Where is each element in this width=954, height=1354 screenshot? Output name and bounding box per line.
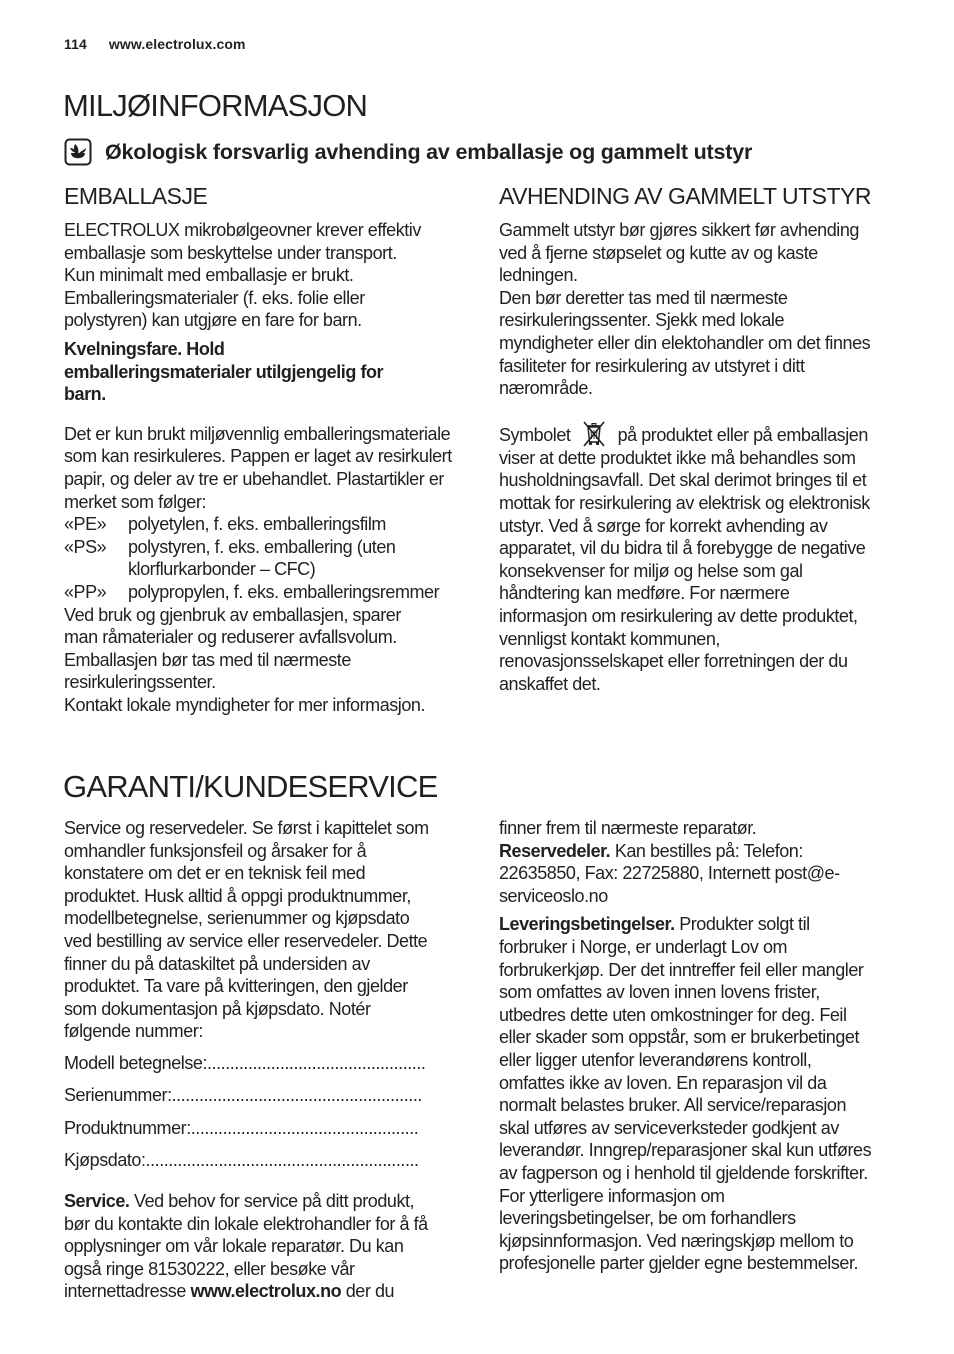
disposal-line: nærområde. [499,378,593,399]
symbol-text-before: Symbolet [499,424,571,445]
delivery-line: kjøpsinnformasjon. Ved næringskjøp mellom to [499,1230,854,1251]
disposal-line: informasjon om resirkulering av dette produktet, [499,605,858,626]
packaging-body-line: papir, og deler av tre er ubehandlet. Plastartikler er [64,468,444,489]
page-number: 114 [64,36,87,52]
disposal-column [499,182,911,695]
serial-number-field: Serienummer:....................................................... [64,1085,422,1106]
abbreviation-text: polystyren, f. eks. emballering (uten [128,536,396,557]
warranty-intro-line: som dokumentasjon på kjøpsdato. Notér [64,998,371,1019]
disposal-line: renovasjonsselskapet eller forretningen der du [499,651,848,672]
delivery-line: normalt belastes bruker. All service/reparasjon [499,1095,847,1116]
delivery-line: som omfattes av loven innen lovens frister, [499,982,820,1003]
disposal-line: Den bør deretter tas med til nærmeste [499,287,788,308]
eco-leaf-icon [64,138,92,166]
warranty-intro-line: ved bestilling av service eller reservedeler. Dette [64,930,428,951]
warranty-left-column [64,817,474,1303]
warranty-intro-line: Service og reservedeler. Se først i kapittelet som [64,818,429,838]
delivery-line: eller skader som oppstår, som er brukerbetinget [499,1027,860,1048]
packaging-outro-line: Ved bruk og gjenbruk av emballasjen, sparer [64,604,401,625]
abbreviation-text: polyetylen, f. eks. emballeringsfilm [128,514,386,535]
service-line: også ringe 81530222, eller besøke vår [64,1258,355,1279]
warranty-intro-line: produktet. Husk alltid å oppgi produktnummer, [64,885,411,906]
packaging-intro-line: Emballeringsmaterialer (f. eks. folie eller [64,287,365,308]
eco-heading-row [64,135,752,169]
packaging-intro-line: polystyren) kan utgjøre en fare for barn. [64,310,362,331]
packaging-intro-line: Kun minimalt med emballasje er brukt. [64,265,354,286]
parts-line [499,840,911,863]
symbol-text-after: på produktet eller på emballasjen [617,424,868,445]
delivery-line: av fagperson og i henhold til gjeldende forskrifter. [499,1162,868,1183]
disposal-line: Gammelt utstyr bør gjøres sikkert før avhending [499,220,859,240]
service-continued: finner frem til nærmeste reparatør. [499,818,757,838]
delivery-text: Produkter solgt til [679,914,810,935]
delivery-line [499,913,911,936]
packaging-intro-line: emballasje som beskyttelse under transport. [64,242,397,263]
disposal-line: konsekvenser for miljø og helse som gal [499,560,803,581]
eco-heading: Økologisk forsvarlig avhending av emballasje og gammelt utstyr [105,139,753,164]
packaging-outro-line: resirkuleringssenter. [64,672,216,693]
disposal-line: ledningen. [499,265,578,286]
disposal-line: anskaffet det. [499,673,601,694]
service-line: bør du kontakte din lokale elektrohandler for å få [64,1213,428,1234]
warranty-intro-line: finner du på dataskiltet på undersiden av [64,953,370,974]
disposal-line: husholdningsavfall. Det skal derimot bringes til et [499,470,867,491]
abbreviation-text: polypropylen, f. eks. emballeringsremmer [128,581,440,602]
service-text: der du [345,1281,395,1302]
packaging-body-line: som kan resirkuleres. Pappen er laget av resirkulert [64,446,452,467]
page-header [64,36,246,52]
disposal-line: resirkuleringssenter. Sjekk med lokale [499,310,785,331]
warranty-title: GARANTI/KUNDESERVICE [63,769,438,804]
crossed-out-wheelie-bin-icon [579,421,609,447]
packaging-body-line: merket som følger: [64,491,206,512]
warranty-intro-line: produktet. Ta vare på kvitteringen, den gjelder [64,976,408,997]
abbreviation-pp [64,581,474,604]
abbreviation-code: «PP» [64,581,107,602]
packaging-body-line: Det er kun brukt miljøvennlig emballeringsmateriale [64,423,451,444]
model-designation-field: Modell betegnelse:................................................ [64,1052,426,1073]
packaging-intro-line: ELECTROLUX mikrobølgeovner krever effektiv [64,220,421,240]
packaging-outro-line: Kontakt lokale myndigheter for mer informasjon. [64,694,426,715]
warranty-intro-line: følgende nummer: [64,1021,203,1042]
abbreviation-code: «PS» [64,536,107,557]
packaging-outro-line: man råmaterialer og reduserer avfallsvolum. [64,627,397,648]
abbreviation-code: «PE» [64,514,107,535]
symbol-line [499,421,911,447]
delivery-label: Leveringsbetingelser. [499,914,675,935]
service-line: opplysninger om vår lokale reparatør. Du kan [64,1236,404,1257]
delivery-line: leveringsbetingelser, be om forhandlers [499,1208,796,1229]
product-number-field: Produktnummer:.................................................. [64,1117,419,1138]
warranty-right-column [499,817,911,1275]
abbreviation-text: klorflurkarbonder – CFC) [128,559,316,580]
delivery-line: For ytterligere informasjon om [499,1185,725,1206]
purchase-date-field: Kjøpsdato:............................................................ [64,1149,419,1170]
disposal-line: vennligst kontakt kommunen, [499,628,720,649]
disposal-line: myndigheter eller din elektohandler om det finnes [499,332,871,353]
service-url: www.electrolux.no [190,1281,342,1302]
packaging-heading: EMBALLASJE [64,183,208,209]
delivery-line: leverandør. Inngrep/reparasjoner skal kun utføres [499,1140,872,1161]
disposal-line: håndtering kan medføre. For nærmere [499,583,790,604]
suffocation-warning-line: Kvelningsfare. Hold [64,338,225,359]
suffocation-warning-line: emballeringsmaterialer utilgjengelig for [64,361,384,382]
disposal-line: ved å fjerne støpselet og kutte av og kaste [499,242,818,263]
abbreviation-ps [64,536,474,581]
disposal-line: mottak for resirkulering av elektrisk og elektronisk [499,492,870,513]
suffocation-warning-line: barn. [64,384,106,405]
packaging-column [64,182,474,716]
disposal-line: apparatet, vil du bidra til å forebygge de negative [499,538,866,559]
parts-label: Reservedeler. [499,840,611,861]
service-line [64,1280,474,1303]
environment-title: MILJØINFORMASJON [63,88,368,123]
disposal-line: fasiliteter for resirkulering av utstyret i ditt [499,355,805,376]
warranty-intro-line: omhandler funksjonsfeil og årsaker for å [64,840,367,861]
service-text: Ved behov for service på ditt produkt, [134,1191,415,1212]
parts-text: Kan bestilles på: Telefon: [614,840,803,861]
delivery-line: skal utføres av serviceverksteder godkjent av [499,1117,839,1138]
parts-line: serviceoslo.no [499,885,608,906]
delivery-line: eller ligger utenfor leverandørens kontroll, [499,1049,812,1070]
service-label: Service. [64,1191,130,1212]
disposal-heading: AVHENDING AV GAMMELT UTSTYR [499,183,872,209]
service-line [64,1190,474,1213]
delivery-line: forbrukerkjøp. Der det inntreffer feil eller mangler [499,959,864,980]
delivery-line: profesjonelle parter gjelder egne bestemmelser. [499,1253,859,1274]
delivery-line: forbruker i Norge, er underlagt Lov om [499,936,788,957]
service-text: internettadresse [64,1281,186,1302]
warranty-intro-line: konstatere om det er en teknisk feil med [64,863,366,884]
delivery-line: utbedres dette uten omkostninger for deg. Feil [499,1004,847,1025]
disposal-line: utstyr. Ved å sørge for korrekt avhending av [499,515,828,536]
packaging-outro-line: Emballasjen bør tas med til nærmeste [64,649,351,670]
abbreviation-pe [64,513,474,536]
disposal-line: viser at dette produktet ikke må behandles som [499,447,856,468]
website-url: www.electrolux.com [108,36,246,52]
warranty-intro-line: modellbetegnelse, serienummer og kjøpsdato [64,908,410,929]
delivery-line: omfattes ikke av loven. En reparasjon vil da [499,1072,827,1093]
parts-line: 22635850, Fax: 22725880, Internett post@e- [499,863,840,884]
